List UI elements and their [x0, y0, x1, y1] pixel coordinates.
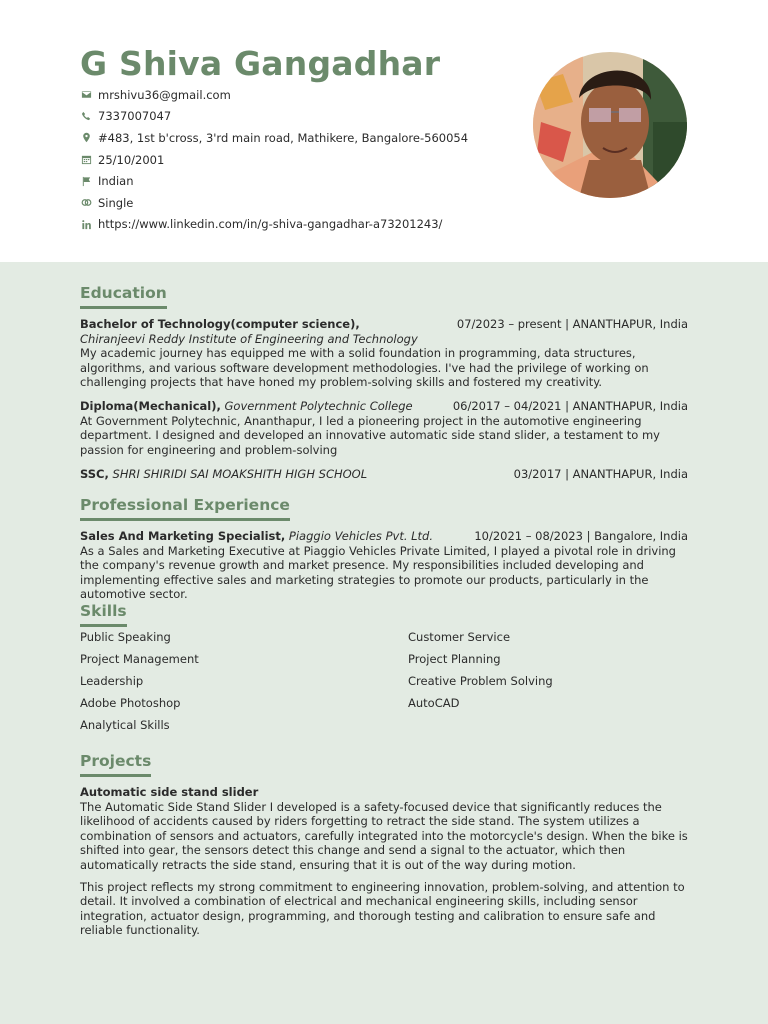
phone-icon	[80, 110, 92, 122]
contact-list	[80, 84, 468, 235]
education-item-btech	[80, 317, 688, 390]
profile-photo	[533, 52, 687, 198]
contact-address-text: #483, 1st b'cross, 3'rd main road, Mathikere, Bangalore-560054	[98, 130, 469, 145]
skills-list	[80, 630, 688, 732]
education-meta: 06/2017 – 04/2021 | ANANTHAPUR, India	[452, 399, 688, 413]
education-description: My academic journey has equipped me with a solid foundation in programming, data structures, algorithms, and various software development methodologies. I've had the privilege of working on challenging projects that have honed my problem-solving skills and fostered my creativity.	[80, 346, 649, 390]
contact-nationality	[80, 170, 468, 192]
rings-icon	[80, 197, 92, 209]
contact-birthdate-text: 25/10/2001	[98, 152, 165, 167]
project-description: The Automatic Side Stand Slider I developed is a safety-focused device that significantly reduces the likelihood of accidents caused by riders forgetting to retract the side stand. The system utilizes a combination of sensors and actuators, carefully integrated into the motorcycle's design. When the bike is shifted into gear, the sensors detect this change and send a signal to the actuator, which then automatically retracts the side stand, ensuring that it is out of the way during motion.	[80, 799, 688, 872]
education-meta: 03/2017 | ANANTHAPUR, India	[513, 467, 688, 481]
contact-linkedin-text: https://www.linkedin.com/in/g-shiva-gangadhar-a73201243/	[98, 217, 443, 232]
resume-body	[0, 262, 768, 1024]
contact-linkedin[interactable]	[80, 214, 468, 236]
project-name: Automatic side stand slider	[80, 785, 259, 799]
calendar-icon	[80, 154, 92, 166]
contact-email-text: mrshivu36@gmail.com	[98, 87, 231, 102]
contact-phone-text: 7337007047	[98, 109, 172, 124]
contact-address	[80, 127, 468, 149]
flag-icon	[80, 175, 92, 187]
skill-item: Public Speaking	[80, 630, 171, 644]
education-degree: SSC,	[80, 467, 109, 481]
experience-item	[80, 529, 688, 602]
education-item-diploma	[80, 399, 688, 457]
skill-item: AutoCAD	[408, 696, 460, 710]
skill-item: Project Planning	[408, 652, 501, 666]
education-item-ssc	[80, 467, 688, 482]
contact-birthdate	[80, 149, 468, 171]
experience-meta: 10/2021 – 08/2023 | Bangalore, India	[474, 529, 688, 543]
resume-header	[0, 0, 768, 262]
education-school: SHRI SHIRIDI SAI MOAKSHITH HIGH SCHOOL	[112, 467, 368, 481]
experience-company: Piaggio Vehicles Pvt. Ltd.	[288, 529, 434, 543]
skill-item: Adobe Photoshop	[80, 696, 181, 710]
projects-title: Projects	[80, 752, 151, 777]
location-icon	[80, 132, 92, 144]
project-description: This project reflects my strong commitment to engineering innovation, problem-solving, and attention to detail. It involved a combination of electrical and mechanical engineering skills, including sensor integration, actuator design, programming, and thorough testing and calibration to ensure safe and reliable functionality.	[80, 879, 685, 938]
education-degree: Bachelor of Technology(computer science),	[80, 317, 360, 331]
experience-description: As a Sales and Marketing Executive at Piaggio Vehicles Private Limited, I played a pivotal role in driving the company's revenue growth and market presence. My responsibilities included developing and implementing effective sales and marketing strategies to promote our products, particularly in the automotive sector.	[80, 543, 676, 602]
education-title: Education	[80, 284, 167, 309]
skill-item: Leadership	[80, 674, 144, 688]
project-item	[80, 785, 688, 938]
contact-marital-status	[80, 192, 468, 214]
education-school: Chiranjeevi Reddy Institute of Engineering and Technology	[80, 331, 418, 346]
linkedin-icon	[80, 218, 92, 230]
skill-item: Creative Problem Solving	[408, 674, 553, 688]
contact-nationality-text: Indian	[98, 174, 134, 189]
education-meta: 07/2023 – present | ANANTHAPUR, India	[456, 317, 688, 331]
contact-email[interactable]	[80, 84, 468, 106]
contact-phone[interactable]	[80, 106, 468, 128]
skill-item: Analytical Skills	[80, 718, 170, 732]
skill-item: Project Management	[80, 652, 199, 666]
candidate-name: G Shiva Gangadhar	[80, 44, 441, 83]
experience-title: Professional Experience	[80, 496, 290, 521]
education-description: At Government Polytechnic, Ananthapur, I led a pioneering project in the automotive engineering department. I designed and developed an innovative automatic side stand slider, a testament to my passion for engineering and problem-solving	[80, 413, 660, 457]
skills-title: Skills	[80, 602, 127, 627]
contact-marital-status-text: Single	[98, 195, 134, 210]
education-degree: Diploma(Mechanical),	[80, 399, 221, 413]
skill-item: Customer Service	[408, 630, 511, 644]
experience-role: Sales And Marketing Specialist,	[80, 529, 286, 543]
email-icon	[80, 89, 92, 101]
education-school: Government Polytechnic College	[224, 399, 413, 413]
